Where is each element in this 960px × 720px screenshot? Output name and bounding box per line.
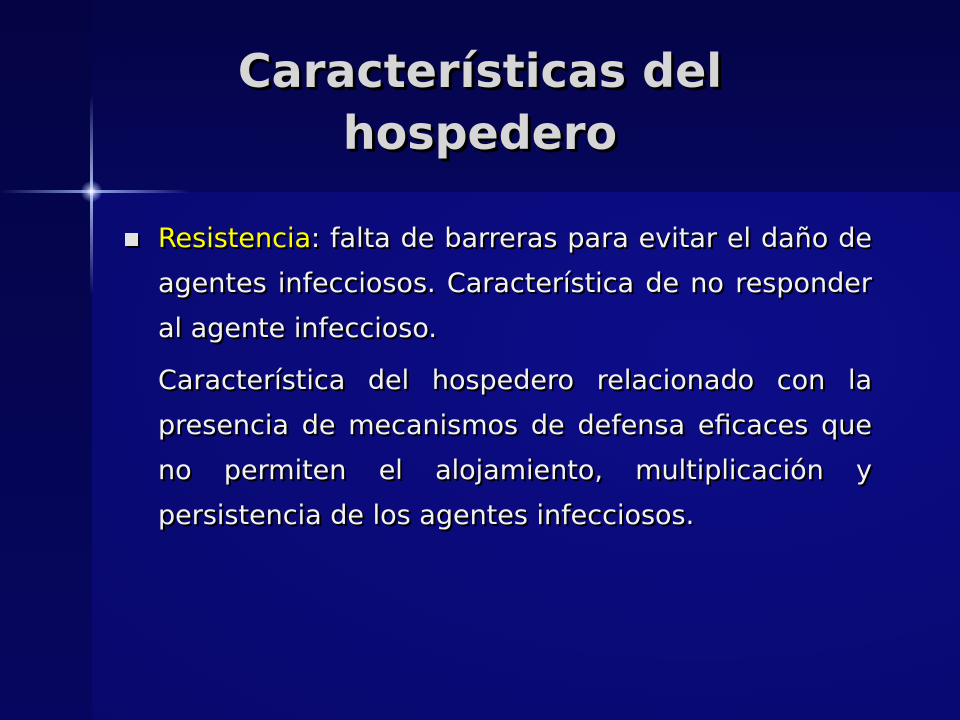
- slide-content: [122, 216, 872, 538]
- bullet-item: [122, 216, 872, 351]
- bullet-text: [158, 216, 872, 351]
- square-bullet-icon: [125, 233, 138, 246]
- bullet-definition: : falta de barreras para evitar el daño de agentes infecciosos. Característica de no responder al agente infeccioso.: [158, 223, 872, 344]
- bullet-keyword: Resistencia: [158, 223, 311, 254]
- star-flare-core-icon: [81, 181, 102, 202]
- side-panel: [0, 0, 92, 720]
- slide-title: Características del hospedero: [237, 44, 723, 160]
- description-paragraph: Característica del hospedero relacionado con la presencia de mecanismos de defensa eficaces que no permiten el alojamiento, multiplicación y persistencia de los agentes infecciosos.: [158, 365, 872, 531]
